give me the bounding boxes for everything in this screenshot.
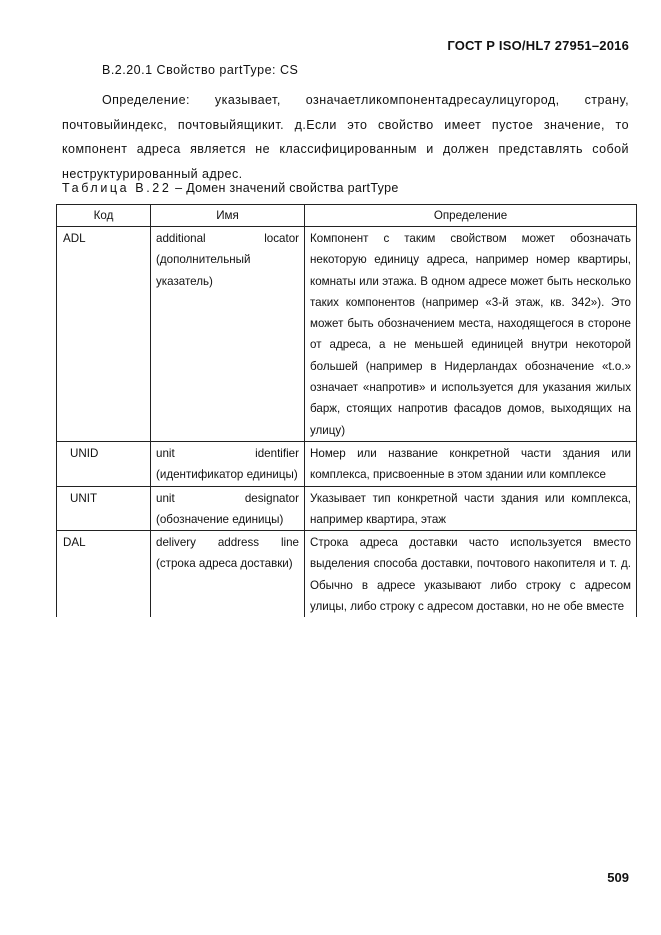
row-code: ADL xyxy=(57,227,151,442)
row-definition: Указывает тип конкретной части здания или комплекса, например квартира, этаж xyxy=(305,486,637,531)
table-row xyxy=(57,531,637,618)
table-caption-title: – Домен значений свойства partType xyxy=(171,181,399,195)
row-definition: Строка адреса доставки часто используется вместо выделения способа доставки, почтового накопителя и т. д. Обычно в адресе указывают либо строку с адресом улицы, либо строку с адресом доставки, но не обе вместе xyxy=(305,531,637,618)
table-row xyxy=(57,486,637,531)
page-number: 509 xyxy=(607,870,629,885)
row-name: delivery address line (строка адреса доставки) xyxy=(151,531,305,618)
column-header-name: Имя xyxy=(151,205,305,227)
part-type-table xyxy=(56,204,637,617)
row-code: UNIT xyxy=(57,486,151,531)
section-title: В.2.20.1 Свойство partType: CS xyxy=(102,63,299,77)
table-caption-label: Таблица В.22 xyxy=(62,181,172,195)
table-caption xyxy=(62,181,399,195)
column-header-code: Код xyxy=(57,205,151,227)
table-header-row xyxy=(57,205,637,227)
definition-paragraph: Определение: указывает, означаетликомпонентадресаулицугород, страну, почтовыйиндекс, почтовыйящикит. д.Если это свойство имеет пустое значение, то компонент адреса является не классифицированным и должен представлять собой неструктурированный адрес. xyxy=(62,93,629,181)
row-code: UNID xyxy=(57,441,151,486)
table-row xyxy=(57,227,637,442)
table-row xyxy=(57,441,637,486)
row-name: additional locator (дополнительный указатель) xyxy=(151,227,305,442)
column-header-definition: Определение xyxy=(305,205,637,227)
row-definition: Номер или название конкретной части здания или комплекса, присвоенные в этом здании или комплексе xyxy=(305,441,637,486)
row-definition: Компонент с таким свойством может обозначать некоторую единицу адреса, например номер квартиры, комнаты или этажа. В одном адресе может быть несколько таких компонентов (например «3-й этаж, кв. 342»). Это может быть обозначением места, находящегося в стороне от адреса, а не меньшей единицей внутри некоторой большей (например в Нидерландах обозначение «t.o.» означает «напротив» и используется для указания жилых барж, стоящих напротив фасадов домов, выходящих на улицу) xyxy=(305,227,637,442)
row-name: unit identifier (идентификатор единицы) xyxy=(151,441,305,486)
row-code: DAL xyxy=(57,531,151,618)
standard-header: ГОСТ Р ISO/HL7 27951–2016 xyxy=(447,38,629,53)
row-name: unit designator (обозначение единицы) xyxy=(151,486,305,531)
